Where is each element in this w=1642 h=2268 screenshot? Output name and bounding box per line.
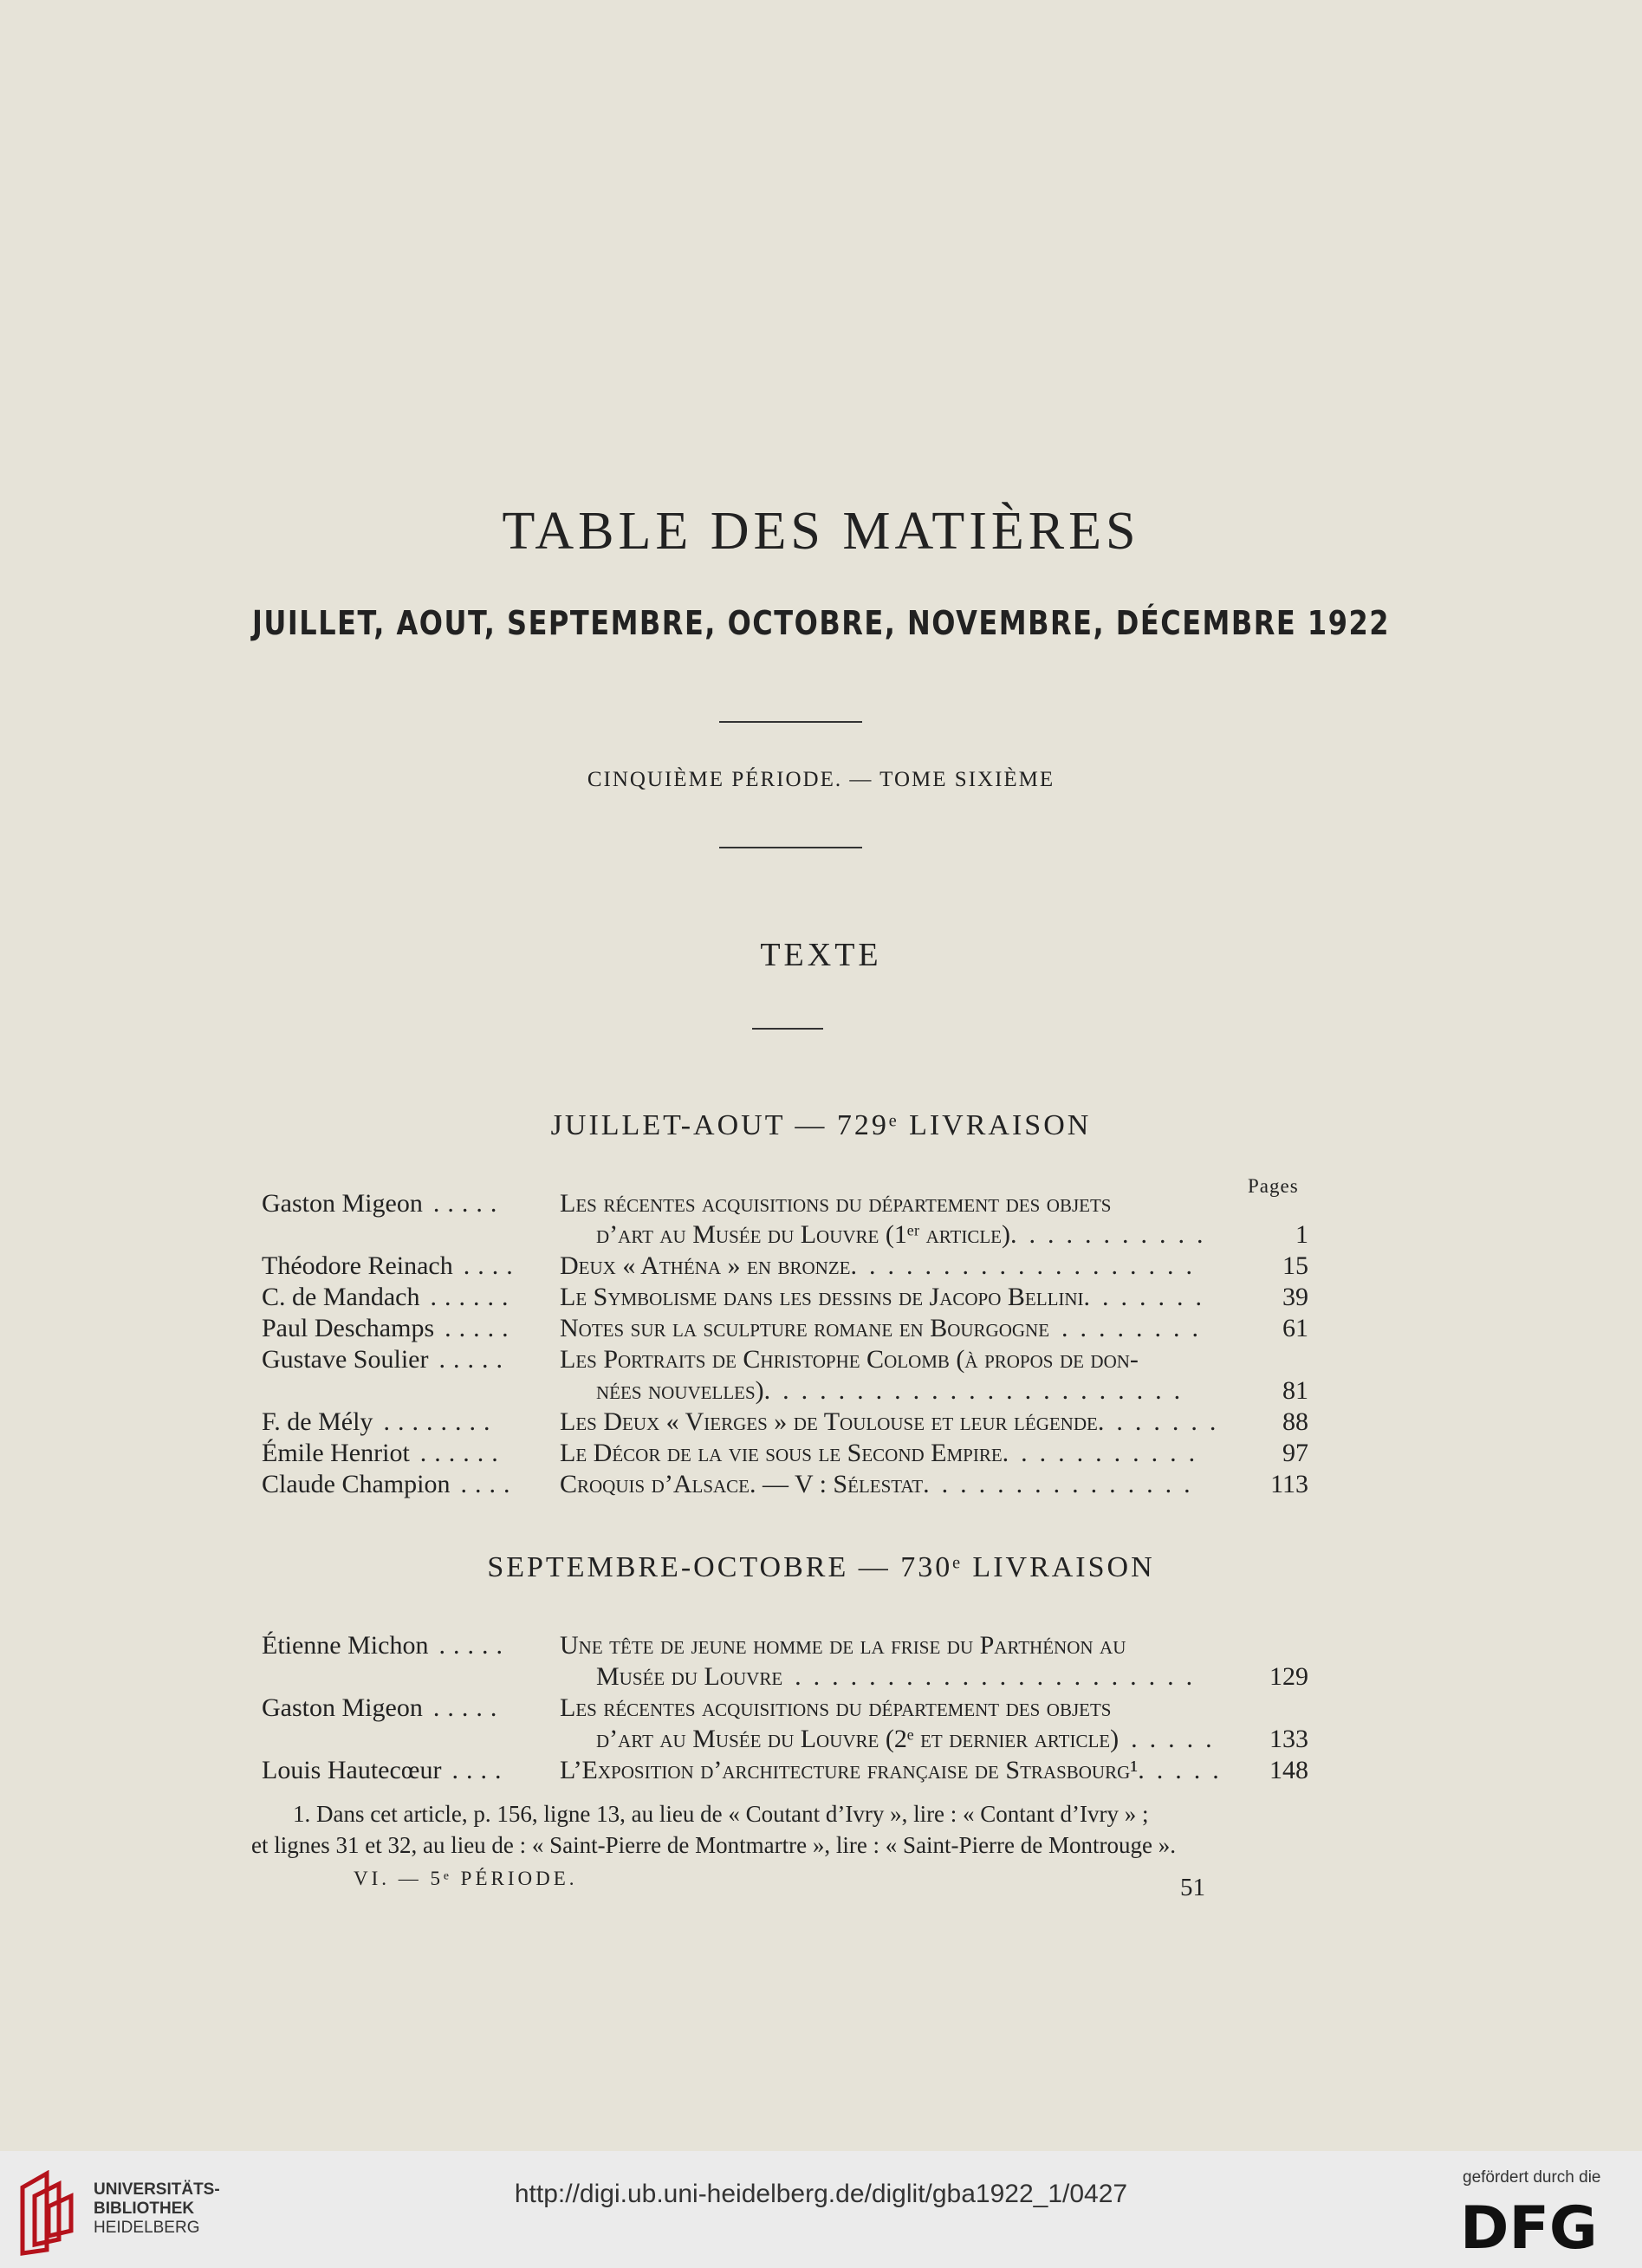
toc-page-number: 97 bbox=[1282, 1439, 1308, 1467]
footnote-line: et lignes 31 et 32, au lieu de : « Saint-Pierre de Montmartre », lire : « Saint-Pierre de Montrouge ». bbox=[251, 1832, 1176, 1858]
leader-dots: ..... bbox=[1131, 1725, 1224, 1753]
toc-title-continuation: Musée du Louvre bbox=[596, 1662, 783, 1691]
footnote-line: 1. Dans cet article, p. 156, ligne 13, au lieu de « Coutant d’Ivry », lire : « Contant d’Ivry » ; bbox=[293, 1801, 1149, 1827]
toc-entry bbox=[0, 1756, 1642, 1787]
livraison-heading: SEPTEMBRE-OCTOBRE — 730ᵉ LIVRAISON bbox=[487, 1551, 1155, 1583]
dfg-logo-text: DFG bbox=[1460, 2200, 1598, 2252]
leader-dots: .... bbox=[460, 1470, 518, 1498]
leader-dots: ..... bbox=[432, 1693, 505, 1722]
page-number: 51 bbox=[1180, 1874, 1205, 1901]
toc-entry bbox=[0, 1631, 1642, 1662]
toc-page-number: 133 bbox=[1269, 1725, 1308, 1753]
toc-author: Paul Deschamps bbox=[262, 1314, 435, 1342]
leader-dots: ..... bbox=[438, 1345, 510, 1374]
toc-title-continuation: d’art au Musée du Louvre (2ᵉ et dernier article) bbox=[596, 1725, 1120, 1753]
toc-author: C. de Mandach bbox=[262, 1283, 420, 1311]
leader-dots: ..... bbox=[432, 1189, 505, 1218]
toc-title: Les Portraits de Christophe Colomb (à propos de don- bbox=[560, 1345, 1139, 1374]
toc-author: Gaston Migeon bbox=[262, 1189, 423, 1218]
toc-author: Louis Hautecœur bbox=[262, 1756, 442, 1784]
toc-entry-continuation bbox=[0, 1725, 1642, 1756]
toc-author: Étienne Michon bbox=[262, 1631, 429, 1660]
toc-page-number: 129 bbox=[1269, 1662, 1308, 1691]
section-heading: TEXTE bbox=[760, 937, 882, 973]
leader-dots: .......... bbox=[1021, 1439, 1208, 1467]
toc-entry bbox=[0, 1407, 1642, 1439]
toc-author: Claude Champion bbox=[262, 1470, 451, 1498]
livraison-heading: JUILLET-AOUT — 729ᵉ LIVRAISON bbox=[550, 1109, 1092, 1141]
period-subtitle: CINQUIÈME PÉRIODE. — TOME SIXIÈME bbox=[587, 768, 1055, 791]
toc-title: Les récentes acquisitions du département des objets bbox=[560, 1189, 1112, 1218]
leader-dots: ...................... bbox=[795, 1662, 1205, 1691]
toc-author: Gaston Migeon bbox=[262, 1693, 423, 1722]
footnote bbox=[251, 1798, 1317, 1861]
divider-rule bbox=[719, 847, 862, 848]
leader-dots: .... bbox=[1156, 1756, 1231, 1784]
logo-line: BIBLIOTHEK bbox=[94, 2200, 195, 2218]
toc-page-number: 88 bbox=[1282, 1407, 1308, 1436]
logo-line: HEIDELBERG bbox=[94, 2219, 200, 2237]
toc-entry bbox=[0, 1189, 1642, 1220]
toc-title: Deux « Athéna » en bronze. bbox=[560, 1251, 857, 1280]
divider-rule bbox=[752, 1028, 823, 1030]
leader-dots: ........ bbox=[1061, 1314, 1211, 1342]
toc-entry-continuation bbox=[0, 1220, 1642, 1251]
toc-title: Croquis d’Alsace. — V : Sélestat. bbox=[560, 1470, 930, 1498]
toc-page-number: 1 bbox=[1295, 1220, 1308, 1249]
signature-mark: VI. — 5ᵉ PÉRIODE. bbox=[354, 1868, 578, 1889]
toc-title: Notes sur la sculpture romane en Bourgogne bbox=[560, 1314, 1050, 1342]
toc-title: Le Symbolisme dans les dessins de Jacopo Bellini. bbox=[560, 1283, 1091, 1311]
viewer-footer bbox=[0, 2151, 1642, 2268]
toc-page-number: 61 bbox=[1282, 1314, 1308, 1342]
toc-page-number: 39 bbox=[1282, 1283, 1308, 1311]
toc-title: Le Décor de la vie sous le Second Empire. bbox=[560, 1439, 1009, 1467]
toc-author: Théodore Reinach bbox=[262, 1251, 453, 1280]
leader-dots: .......... bbox=[1029, 1220, 1216, 1249]
logo-line: UNIVERSITÄTS- bbox=[94, 2180, 220, 2199]
pages-column-header: Pages bbox=[1248, 1175, 1299, 1197]
divider-rule bbox=[719, 721, 862, 723]
toc-title: Une tête de jeune homme de la frise du Parthénon au bbox=[560, 1631, 1126, 1660]
toc-entry bbox=[0, 1693, 1642, 1725]
toc-title-continuation: nées nouvelles). bbox=[596, 1376, 771, 1405]
toc-title: L’Exposition d’architecture française de Strasbourg¹. bbox=[560, 1756, 1145, 1784]
leader-dots: ...... bbox=[1102, 1283, 1215, 1311]
leader-dots: ...................... bbox=[782, 1376, 1193, 1405]
funder-caption: gefördert durch die bbox=[1463, 2168, 1601, 2187]
toc-entry-continuation bbox=[0, 1376, 1642, 1407]
toc-entry bbox=[0, 1314, 1642, 1345]
leader-dots: ..... bbox=[438, 1631, 510, 1660]
leader-dots: ...... bbox=[430, 1283, 516, 1311]
toc-entry bbox=[0, 1283, 1642, 1314]
toc-author: Émile Henriot bbox=[262, 1439, 410, 1467]
toc-entry bbox=[0, 1251, 1642, 1283]
toc-entry bbox=[0, 1470, 1642, 1501]
dates-subtitle: JUILLET, AOUT, SEPTEMBRE, OCTOBRE, NOVEMBRE, DÉCEMBRE 1922 bbox=[252, 603, 1390, 643]
page-title: TABLE DES MATIÈRES bbox=[502, 502, 1140, 561]
toc-author: Gustave Soulier bbox=[262, 1345, 429, 1374]
toc-entry bbox=[0, 1345, 1642, 1376]
leader-dots: .............. bbox=[941, 1470, 1203, 1498]
toc-entry-continuation bbox=[0, 1662, 1642, 1693]
leader-dots: .................. bbox=[868, 1251, 1204, 1280]
leader-dots: ........ bbox=[383, 1407, 498, 1436]
toc-page-number: 113 bbox=[1270, 1470, 1308, 1498]
toc-page-number: 15 bbox=[1282, 1251, 1308, 1280]
toc-page-number: 148 bbox=[1269, 1756, 1308, 1784]
leader-dots: .... bbox=[451, 1756, 509, 1784]
dfg-logo-icon bbox=[1460, 2200, 1625, 2252]
leader-dots: ..... bbox=[445, 1314, 516, 1342]
toc-title: Les Deux « Vierges » de Toulouse et leur légende. bbox=[560, 1407, 1105, 1436]
leader-dots: ...... bbox=[419, 1439, 506, 1467]
toc-title-continuation: d’art au Musée du Louvre (1ᵉʳ article). bbox=[596, 1220, 1017, 1249]
toc-page-number: 81 bbox=[1282, 1376, 1308, 1405]
toc-author: F. de Mély bbox=[262, 1407, 373, 1436]
toc-title: Les récentes acquisitions du département des objets bbox=[560, 1693, 1112, 1722]
leader-dots: .... bbox=[463, 1251, 521, 1280]
leader-dots: ...... bbox=[1116, 1407, 1229, 1436]
toc-entry bbox=[0, 1439, 1642, 1470]
permalink-url[interactable]: http://digi.ub.uni-heidelberg.de/diglit/gba1922_1/0427 bbox=[514, 2180, 1128, 2208]
